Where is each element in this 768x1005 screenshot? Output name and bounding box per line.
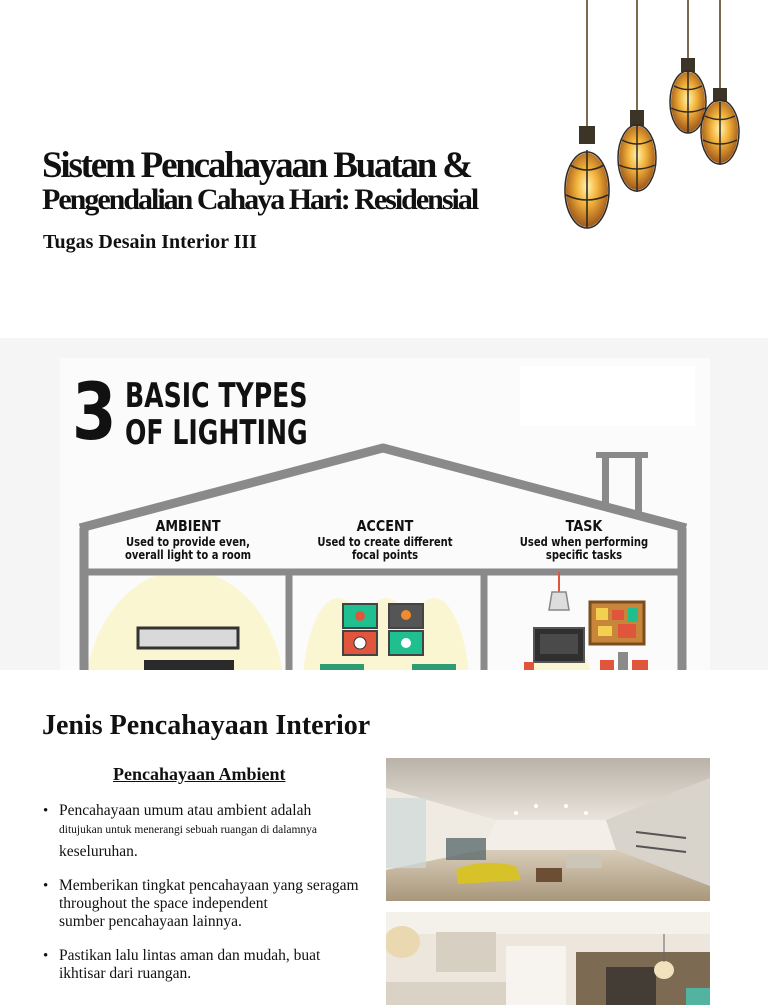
infographic-title-line1: BASIC TYPES	[125, 376, 308, 416]
section-subheading: Pencahayaan Ambient	[113, 764, 286, 784]
column-accent-desc-line2: focal points	[351, 547, 419, 562]
bullet-text: throughout the space independent	[59, 895, 268, 912]
slide-title-line1: Sistem Pencahayaan Buatan &	[42, 145, 471, 186]
column-ambient	[93, 518, 283, 561]
bullet-text: sumber pencahayaan lainnya.	[59, 913, 242, 930]
bullet-text: ikhtisar dari ruangan.	[59, 965, 192, 982]
column-task-title: TASK	[565, 517, 603, 535]
column-accent-desc-line1: Used to create different	[317, 534, 453, 549]
slide-title-line2: Pengendalian Cahaya Hari: Residensial	[42, 183, 478, 216]
column-task	[489, 518, 679, 561]
hanging-lamps-illustration	[555, 0, 755, 240]
living-room-photo	[386, 758, 710, 901]
bullet-text: Memberikan tingkat pencahayaan yang seragam	[59, 877, 359, 894]
lamp-3	[670, 58, 706, 133]
slide-lighting-infographic	[0, 338, 768, 670]
slide-heading: Jenis Pencahayaan Interior	[42, 710, 371, 741]
slide-subtitle: Tugas Desain Interior III	[43, 231, 257, 253]
column-ambient-desc-line2: overall light to a room	[124, 547, 252, 562]
column-task-desc-line2: specific tasks	[545, 547, 623, 562]
blank-box	[520, 366, 695, 426]
bullet-text: keseluruhan.	[59, 843, 138, 860]
bullet-text: Pastikan lalu lintas aman dan mudah, buat	[59, 947, 321, 964]
column-task-desc-line1: Used when performing	[519, 534, 649, 549]
infographic-title-line2: OF LIGHTING	[125, 413, 308, 453]
bullet-list	[42, 802, 382, 999]
slide-title	[0, 0, 768, 338]
slide-interior-lighting	[0, 670, 768, 1005]
lamp-2	[618, 110, 656, 192]
bullet-item	[42, 877, 382, 931]
bullet-text: Pencahayaan umum atau ambient adalah	[59, 802, 312, 819]
infographic-number: 3	[72, 368, 115, 458]
column-accent-title: ACCENT	[356, 517, 414, 535]
lamp-1	[565, 126, 609, 228]
bullet-item	[42, 802, 382, 861]
bullet-text-small: ditujukan untuk menerangi sebuah ruangan di dalamnya	[59, 824, 318, 836]
column-ambient-desc-line1: Used to provide even,	[126, 534, 250, 549]
kitchen-photo	[386, 912, 710, 1005]
column-ambient-title: AMBIENT	[155, 517, 221, 535]
bullet-item	[42, 947, 382, 983]
column-accent	[290, 518, 480, 561]
